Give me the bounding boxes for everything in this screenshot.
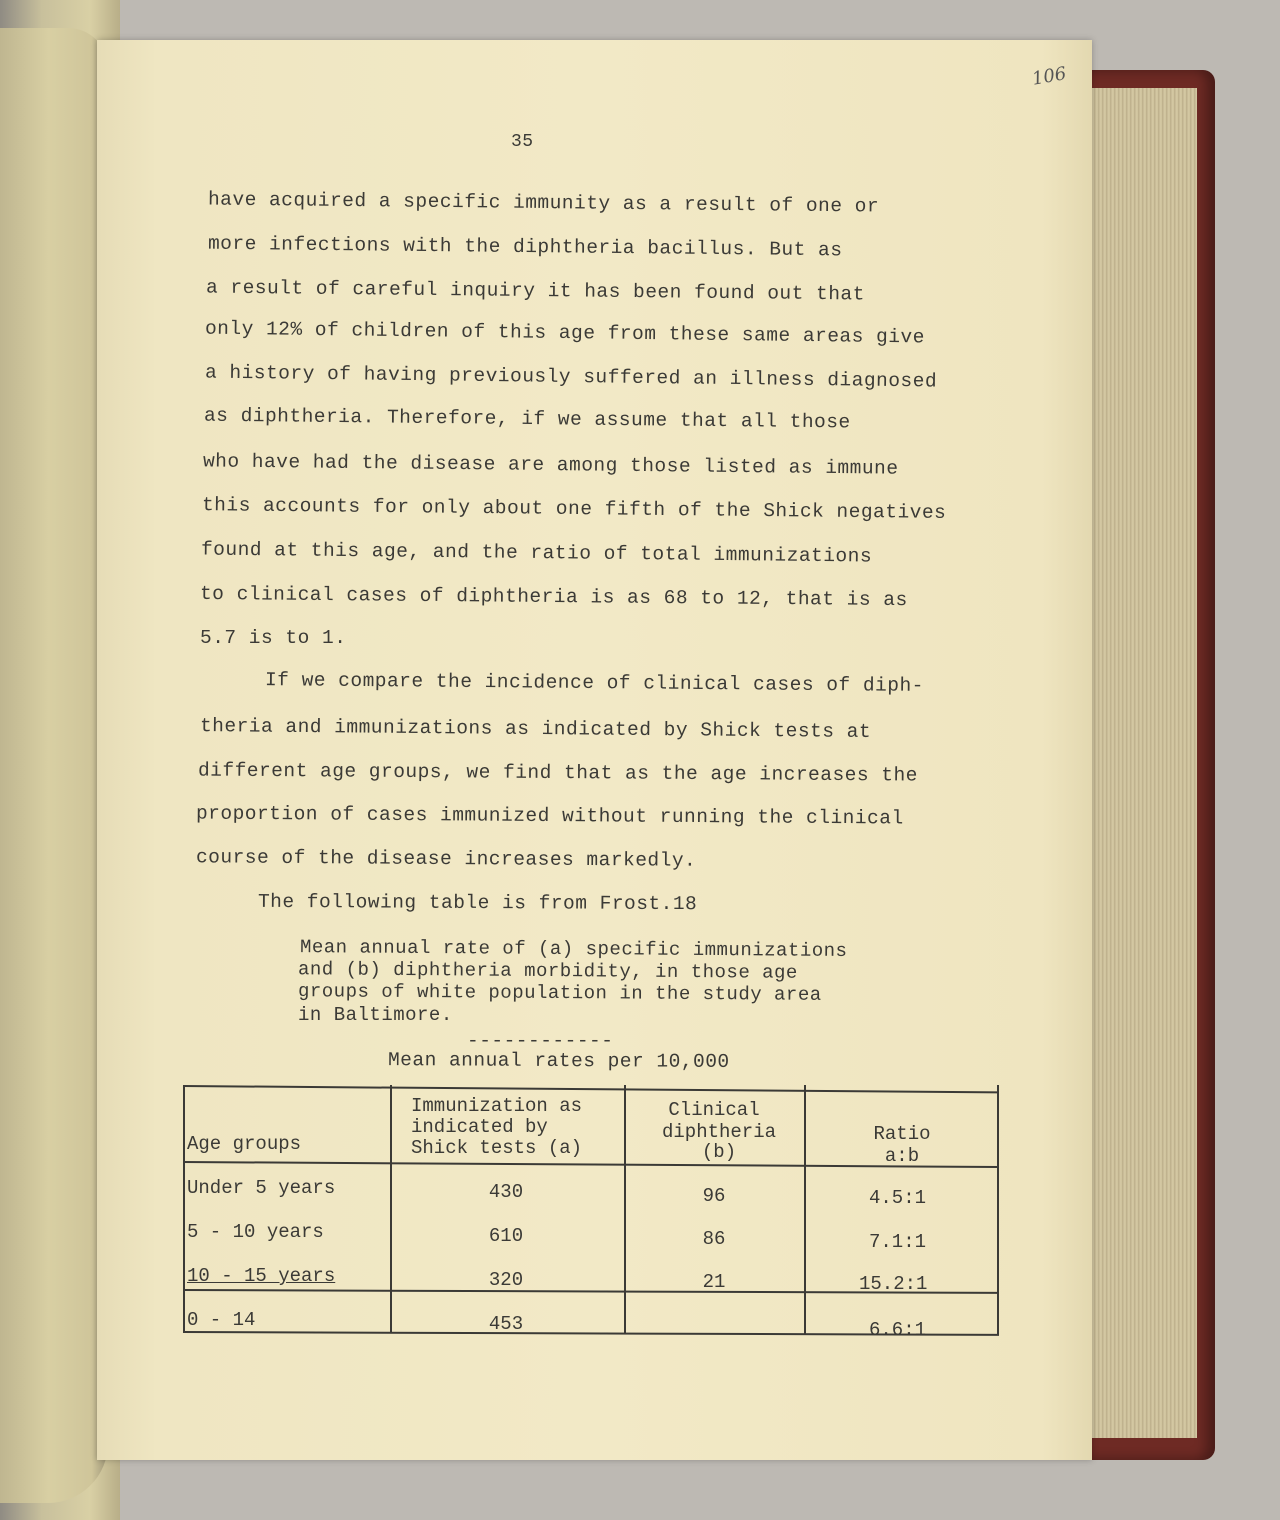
caption-line: groups of white population in the study area — [297, 980, 822, 1006]
row-ratio: 7.1:1 — [869, 1231, 927, 1253]
row-age: Under 5 years — [187, 1177, 336, 1199]
caption-line: and (b) diphtheria morbidity, in those age — [297, 958, 798, 984]
row-clinical: 86 — [702, 1228, 726, 1250]
page-number: 35 — [511, 132, 534, 152]
body-line: to clinical cases of diphtheria is as 68 to 12, that is as — [199, 582, 908, 612]
row-ratio: 15.2:1 — [859, 1273, 928, 1295]
header-clinical: diphtheria — [661, 1121, 777, 1143]
header-immunization: indicated by — [411, 1116, 548, 1138]
table-subtitle: Mean annual rates per 10,000 — [387, 1049, 730, 1073]
table-vline — [624, 1085, 626, 1333]
body-line: who have had the disease are among those listed as immune — [202, 450, 899, 480]
table-vline — [390, 1085, 392, 1333]
header-age-groups: Age groups — [187, 1133, 302, 1155]
table-vline — [997, 1085, 999, 1335]
body-line: different age groups, we find that as the age increases the — [197, 759, 918, 787]
row-age: 10 - 15 years — [187, 1265, 336, 1287]
table-border-top — [183, 1085, 999, 1093]
header-immunization: Shick tests (a) — [411, 1137, 583, 1159]
body-line: course of the disease increases markedly. — [195, 846, 697, 872]
body-line: only 12% of children of this age from these same areas give — [204, 317, 926, 349]
corner-page-number: 106 — [1030, 63, 1068, 90]
page-edges — [1085, 88, 1197, 1438]
body-line: have acquired a specific immunity as a result of one or — [207, 188, 880, 218]
row-immunization: 453 — [488, 1313, 524, 1335]
body-line: found at this age, and the ratio of total immunizations — [200, 538, 873, 568]
body-line: 5.7 is to 1. — [200, 627, 347, 649]
header-clinical: Clinical — [668, 1099, 760, 1121]
body-line: as diphtheria. Therefore, if we assume that all those — [203, 404, 851, 434]
row-ratio: 4.5:1 — [869, 1187, 927, 1209]
row-clinical: 21 — [702, 1271, 726, 1293]
body-line: a result of careful inquiry it has been found out that — [205, 276, 866, 306]
header-ratio: Ratio — [873, 1123, 931, 1145]
body-line: theria and immunizations as indicated by Shick tests at — [199, 715, 872, 743]
row-immunization: 320 — [488, 1269, 524, 1291]
header-clinical: (b) — [701, 1141, 737, 1163]
left-page-edge — [0, 28, 108, 1503]
row-clinical: 96 — [702, 1185, 726, 1207]
body-line: If we compare the incidence of clinical cases of diph- — [264, 669, 924, 697]
caption-line: in Baltimore. — [298, 1004, 453, 1026]
row-immunization: 430 — [488, 1181, 524, 1203]
row-age: 5 - 10 years — [187, 1221, 324, 1243]
body-line: this accounts for only about one fifth of the Shick negatives — [201, 494, 947, 524]
body-line: proportion of cases immunized without running the clinical — [195, 802, 904, 830]
body-line: The following table is from Frost.18 — [257, 890, 698, 916]
caption-divider: ------------ — [467, 1030, 614, 1052]
body-line: a history of having previously suffered an illness diagnosed — [204, 361, 938, 393]
table-vline — [183, 1085, 185, 1333]
row-age: 0 - 14 — [187, 1309, 256, 1331]
data-table — [183, 1085, 999, 1341]
body-line: more infections with the diphtheria bacillus. But as — [207, 232, 843, 262]
header-ratio: a:b — [884, 1145, 920, 1167]
caption-line: Mean annual rate of (a) specific immunizations — [299, 936, 848, 962]
header-immunization: Immunization as — [411, 1095, 583, 1117]
row-ratio: 6.6:1 — [869, 1319, 927, 1341]
row-immunization: 610 — [488, 1225, 524, 1247]
